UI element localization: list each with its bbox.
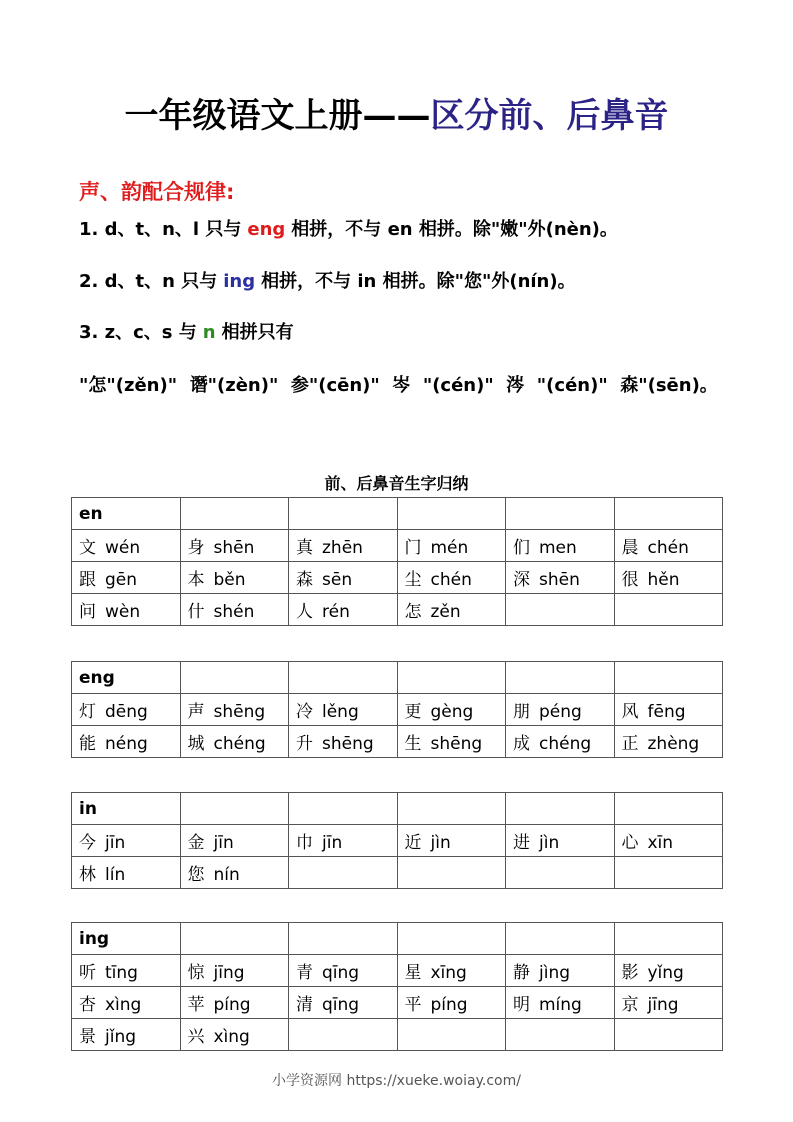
character-cell	[180, 857, 289, 889]
table-row	[72, 694, 723, 726]
character: 森	[296, 570, 313, 590]
character-cell	[289, 594, 398, 626]
character-cell	[72, 594, 181, 626]
character-cell	[397, 1019, 506, 1051]
character-cell	[72, 825, 181, 857]
rule-2-pre: 2. d、t、n 只与	[79, 271, 218, 292]
empty-cell	[397, 793, 506, 825]
pinyin: jīng	[213, 963, 245, 983]
rule-2-highlight: ing	[223, 271, 256, 292]
character-cell	[506, 562, 615, 594]
character-cell	[289, 987, 398, 1019]
empty-cell	[614, 662, 723, 694]
pinyin: jīn	[105, 833, 126, 853]
character-cell	[289, 1019, 398, 1051]
character: 本	[187, 570, 205, 590]
character-cell	[180, 1019, 289, 1051]
character-cell	[72, 1019, 181, 1051]
pinyin: zěn	[430, 602, 461, 622]
pinyin: néng	[105, 734, 148, 754]
character: 兴	[187, 1027, 205, 1047]
character-cell	[506, 594, 615, 626]
pinyin: wèn	[105, 602, 141, 622]
character: 金	[187, 833, 205, 853]
character: 进	[513, 833, 530, 853]
character-cell	[72, 694, 181, 726]
character: 听	[79, 963, 96, 983]
character: 景	[79, 1027, 96, 1047]
rules-heading: 声、韵配合规律:	[79, 180, 235, 204]
pinyin: zhēn	[322, 538, 363, 558]
pinyin: rén	[322, 602, 350, 622]
table-eng	[71, 661, 723, 758]
character: 什	[187, 602, 205, 622]
pinyin: jǐng	[105, 1027, 137, 1047]
character: 惊	[187, 963, 205, 983]
character-cell	[289, 955, 398, 987]
pinyin: jīn	[322, 833, 343, 853]
rule-1-highlight: eng	[247, 219, 286, 240]
character: 晨	[621, 538, 639, 558]
character-cell	[506, 1019, 615, 1051]
character: 您	[187, 865, 205, 885]
character: 能	[79, 734, 96, 754]
character-cell	[614, 726, 723, 758]
character: 城	[187, 734, 205, 754]
character: 心	[621, 833, 639, 853]
character-cell	[506, 955, 615, 987]
rule-3	[79, 318, 294, 344]
character-cell	[289, 530, 398, 562]
character: 林	[79, 865, 96, 885]
character-cell	[289, 562, 398, 594]
table-caption: 前、后鼻音生字归纳	[324, 474, 469, 493]
rule-3-highlight: n	[202, 322, 216, 343]
character: 苹	[187, 995, 205, 1015]
character-cell	[506, 825, 615, 857]
pinyin: yǐng	[647, 963, 684, 983]
footer-watermark: 小学资源网 https://xueke.woiay.com/	[272, 1073, 521, 1089]
table-row	[72, 825, 723, 857]
character-cell	[614, 562, 723, 594]
empty-cell	[180, 498, 289, 530]
character-cell	[397, 857, 506, 889]
pinyin: men	[539, 538, 577, 558]
character-cell	[180, 694, 289, 726]
empty-cell	[397, 662, 506, 694]
character-cell	[614, 955, 723, 987]
character: 怎	[404, 602, 422, 622]
table-row	[72, 987, 723, 1019]
pinyin: shēn	[539, 570, 580, 590]
pinyin: chéng	[539, 734, 592, 754]
empty-cell	[614, 498, 723, 530]
pinyin: jìn	[539, 833, 560, 853]
character: 很	[621, 570, 639, 590]
pinyin: gèng	[430, 702, 474, 722]
character: 门	[404, 538, 422, 558]
table-header-row	[72, 662, 723, 694]
table-in	[71, 792, 723, 889]
title-part2: 区分前、后鼻音	[430, 96, 669, 136]
pinyin: shēng	[430, 734, 483, 754]
rule-3-post: 相拼只有	[221, 322, 294, 343]
pinyin: píng	[430, 995, 468, 1015]
character-cell	[397, 825, 506, 857]
table-row	[72, 1019, 723, 1051]
character: 今	[79, 833, 96, 853]
character: 生	[404, 734, 422, 754]
rule-2	[79, 267, 576, 293]
character-cell	[180, 987, 289, 1019]
pinyin: hěn	[647, 570, 680, 590]
character-cell	[72, 530, 181, 562]
character-cell	[614, 825, 723, 857]
pinyin: zhèng	[647, 734, 700, 754]
pinyin: gēn	[105, 570, 138, 590]
character: 平	[404, 995, 422, 1015]
character-cell	[289, 694, 398, 726]
pinyin: jìng	[539, 963, 571, 983]
character: 更	[404, 702, 422, 722]
empty-cell	[289, 662, 398, 694]
table-ing	[71, 922, 723, 1051]
character-cell	[180, 530, 289, 562]
pinyin: lěng	[322, 702, 359, 722]
character-cell	[72, 726, 181, 758]
pinyin: shēng	[213, 702, 266, 722]
empty-cell	[180, 923, 289, 955]
empty-cell	[506, 662, 615, 694]
character-cell	[289, 825, 398, 857]
character-cell	[72, 857, 181, 889]
character-cell	[397, 955, 506, 987]
character-cell	[614, 1019, 723, 1051]
table-en	[71, 497, 723, 626]
character-cell	[72, 562, 181, 594]
pinyin: lín	[105, 865, 126, 885]
character-cell	[289, 726, 398, 758]
character: 文	[79, 538, 96, 558]
pinyin: píng	[213, 995, 251, 1015]
character-cell	[180, 726, 289, 758]
character: 朋	[513, 702, 530, 722]
pinyin: chéng	[213, 734, 266, 754]
table-header-eng: eng	[72, 662, 181, 694]
pinyin: dēng	[105, 702, 148, 722]
pinyin: qīng	[322, 995, 360, 1015]
pinyin: shén	[213, 602, 255, 622]
empty-cell	[506, 498, 615, 530]
table-row	[72, 726, 723, 758]
character-cell	[614, 857, 723, 889]
character: 升	[296, 734, 313, 754]
rule-3-examples: "怎"(zěn)" 谮"(zèn)" 参"(cēn)" 岑 "(cén)" 涔 "(cén)" 森"(sēn)。	[79, 375, 718, 396]
pinyin: xīn	[647, 833, 674, 853]
character-cell	[72, 955, 181, 987]
character: 青	[296, 963, 313, 983]
character-cell	[506, 726, 615, 758]
character: 巾	[296, 833, 313, 853]
pinyin: chén	[430, 570, 472, 590]
pinyin: chén	[647, 538, 689, 558]
empty-cell	[289, 793, 398, 825]
page-title	[0, 88, 793, 137]
table-header-row	[72, 498, 723, 530]
table-header-en: en	[72, 498, 181, 530]
character: 杏	[79, 995, 96, 1015]
character: 风	[621, 702, 639, 722]
rule-3-pre: 3. z、c、s 与	[79, 322, 197, 343]
rule-1-pre: 1. d、t、n、l 只与	[79, 219, 242, 240]
pinyin: fēng	[647, 702, 686, 722]
empty-cell	[180, 793, 289, 825]
character: 真	[296, 538, 313, 558]
empty-cell	[289, 498, 398, 530]
character-cell	[397, 987, 506, 1019]
character-cell	[614, 594, 723, 626]
table-row	[72, 562, 723, 594]
character-cell	[397, 530, 506, 562]
character: 声	[187, 702, 205, 722]
empty-cell	[506, 923, 615, 955]
pinyin: nín	[213, 865, 240, 885]
character-cell	[506, 530, 615, 562]
pinyin: xìng	[213, 1027, 250, 1047]
table-header-row	[72, 923, 723, 955]
character-cell	[397, 726, 506, 758]
rule-1-post: 相拼，不与 en 相拼。除"嫩"外(nèn)。	[291, 219, 618, 240]
character-cell	[506, 987, 615, 1019]
character: 冷	[296, 702, 313, 722]
character: 静	[513, 963, 530, 983]
pinyin: qīng	[322, 963, 360, 983]
character-cell	[180, 825, 289, 857]
character: 跟	[79, 570, 96, 590]
character-cell	[180, 955, 289, 987]
table-row	[72, 594, 723, 626]
character-cell	[180, 562, 289, 594]
character: 深	[513, 570, 530, 590]
character-cell	[289, 857, 398, 889]
pinyin: tīng	[105, 963, 138, 983]
pinyin: xìng	[105, 995, 142, 1015]
pinyin: míng	[539, 995, 582, 1015]
character: 人	[296, 602, 313, 622]
empty-cell	[506, 793, 615, 825]
pinyin: shēng	[322, 734, 374, 754]
table-header-in: in	[72, 793, 181, 825]
empty-cell	[614, 793, 723, 825]
rule-1	[79, 215, 618, 241]
empty-cell	[614, 923, 723, 955]
character: 尘	[404, 570, 422, 590]
character: 京	[621, 995, 639, 1015]
character: 灯	[79, 702, 96, 722]
pinyin: xīng	[430, 963, 467, 983]
pinyin: běn	[213, 570, 246, 590]
character-cell	[397, 562, 506, 594]
character: 星	[404, 963, 422, 983]
character-cell	[180, 594, 289, 626]
character-cell	[614, 530, 723, 562]
character: 明	[513, 995, 530, 1015]
character: 问	[79, 602, 96, 622]
rule-2-post: 相拼，不与 in 相拼。除"您"外(nín)。	[261, 271, 576, 292]
pinyin: péng	[539, 702, 582, 722]
character: 身	[187, 538, 205, 558]
pinyin: wén	[105, 538, 141, 558]
character: 成	[513, 734, 530, 754]
empty-cell	[180, 662, 289, 694]
title-part1: 一年级语文上册——	[124, 96, 431, 136]
pinyin: sēn	[322, 570, 353, 590]
table-row	[72, 857, 723, 889]
character: 正	[621, 734, 639, 754]
pinyin: shēn	[213, 538, 255, 558]
table-row	[72, 955, 723, 987]
table-header-row	[72, 793, 723, 825]
character-cell	[614, 987, 723, 1019]
character-cell	[614, 694, 723, 726]
character-cell	[506, 857, 615, 889]
pinyin: jìn	[430, 833, 451, 853]
empty-cell	[289, 923, 398, 955]
character-cell	[72, 987, 181, 1019]
character-cell	[397, 694, 506, 726]
character: 影	[621, 963, 639, 983]
table-header-ing: ing	[72, 923, 181, 955]
character: 们	[513, 538, 530, 558]
table-row	[72, 530, 723, 562]
character: 清	[296, 995, 313, 1015]
empty-cell	[397, 923, 506, 955]
character-cell	[506, 694, 615, 726]
character-cell	[397, 594, 506, 626]
pinyin: mén	[430, 538, 469, 558]
empty-cell	[397, 498, 506, 530]
pinyin: jīn	[213, 833, 234, 853]
pinyin: jīng	[647, 995, 679, 1015]
character: 近	[404, 833, 422, 853]
